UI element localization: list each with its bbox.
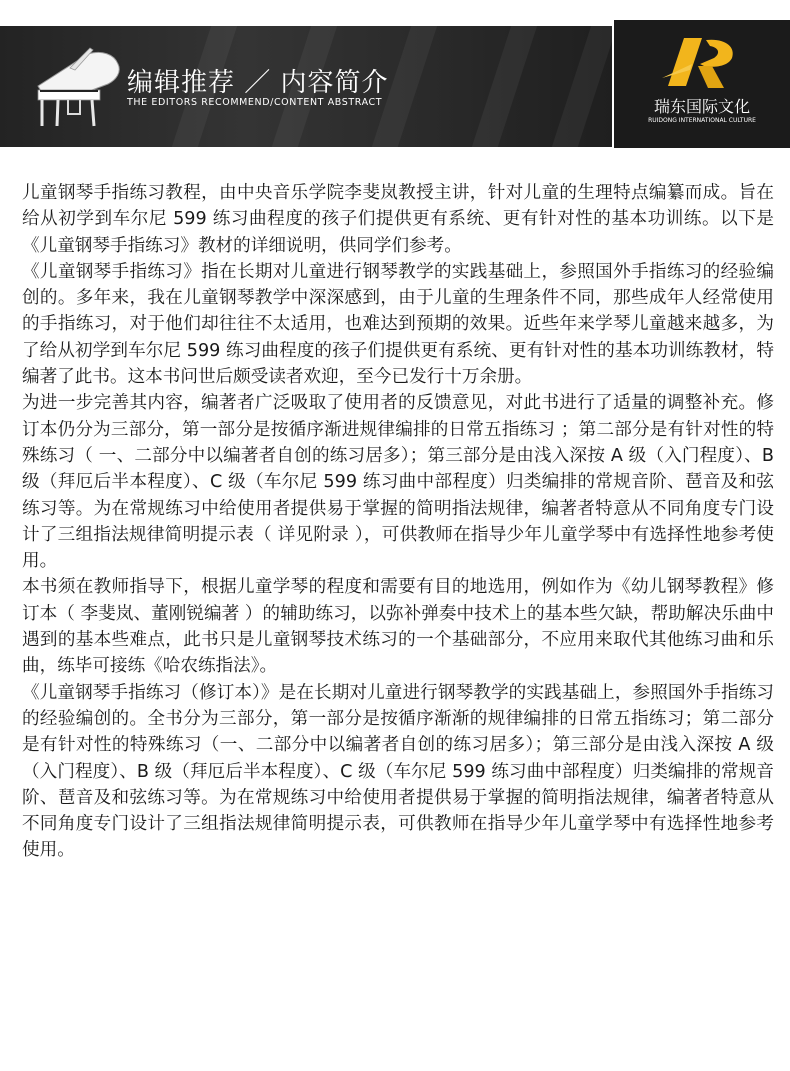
brand-name: 瑞东国际文化 — [653, 97, 750, 116]
brand-logo — [614, 20, 790, 148]
abstract-body — [22, 180, 774, 864]
paragraph: 《儿童钢琴手指练习》指在长期对儿童进行钢琴教学的实践基础上，参照国外手指练习的经验编创的。多年来，我在儿童钢琴教学中深深感到，由于儿童的生理条件不同，那些成年人经常使用的手指练习，对于他们却往往不太适用，也难达到预期的效果。近些年来学琴儿童越来越多，为了给从初学到车尔尼 599 练习曲程度的孩子们提供更有系统、更有针对性的基本功训练教材，特编著了此书。这本书问世后颇受读者欢迎，至今已发行十万余册。 — [22, 261, 774, 388]
paragraph: 儿童钢琴手指练习教程，由中央音乐学院李斐岚教授主讲，针对儿童的生理特点编纂而成。旨在给从初学到车尔尼 599 练习曲程度的孩子们提供更有系统、更有针对性的基本功训练。以下是《儿童钢琴手指练习》教材的详细说明，供同学们参考。 — [22, 183, 774, 256]
grand-piano-icon — [30, 46, 130, 130]
header-banner — [0, 26, 612, 147]
paragraph: 为进一步完善其内容，编著者广泛吸取了使用者的反馈意见，对此书进行了适量的调整补充。修订本仍分为三部分，第一部分是按循序渐进规律编排的日常五指练习 ；第二部分是有针对性的特殊练习（ 一、二部分中以编著者自创的练习居多）；第三部分是由浅入深按 A 级（入门程度）、B 级（拜厄后半本程度）、C 级（车尔尼 599 练习曲中部程度）归类编排的常规音阶、琶音及和弦练习等。为在常规练习中给使用者提供易于掌握的简明指法规律，编著者特意从不同角度专门设计了三组指法规律简明提示表（ 详见附录 ），可供教师在指导少年儿童学琴中有选择性地参考使用。 — [22, 393, 774, 572]
paragraph: 《儿童钢琴手指练习（修订本）》是在长期对儿童进行钢琴教学的实践基础上，参照国外手指练习的经验编创的。全书分为三部分，第一部分是按循序渐渐的规律编排的日常五指练习；第二部分是有针对性的特殊练习（一、二部分中以编著者自创的练习居多）；第三部分是由浅入深按 A 级（入门程度）、B 级（拜厄后半本程度）、C 级（车尔尼 599 练习曲中部程度）归类编排的常规音阶、琶音及和弦练习等。为在常规练习中给使用者提供易于掌握的简明指法规律，编著者特意从不同角度专门设计了三组指法规律简明提示表，可供教师在指导少年儿童学琴中有选择性地参考使用。 — [22, 682, 774, 861]
brand-name-en: RUIDONG INTERNATIONAL CULTURE — [648, 117, 756, 124]
k-logo-icon — [662, 34, 742, 92]
page-subtitle: THE EDITORS RECOMMEND/CONTENT ABSTRACT — [127, 97, 383, 108]
page-title: 编辑推荐 ／ 内容简介 — [127, 68, 389, 98]
paragraph: 本书须在教师指导下，根据儿童学琴的程度和需要有目的地选用，例如作为《幼儿钢琴教程》修订本（ 李斐岚、董刚锐编著 ）的辅助练习，以弥补弹奏中技术上的基本些欠缺，帮助解决乐曲中遇到的基本些难点，此书只是儿童钢琴技术练习的一个基础部分，不应用来取代其他练习曲和乐曲，练毕可接练《哈农练指法》。 — [22, 577, 774, 677]
